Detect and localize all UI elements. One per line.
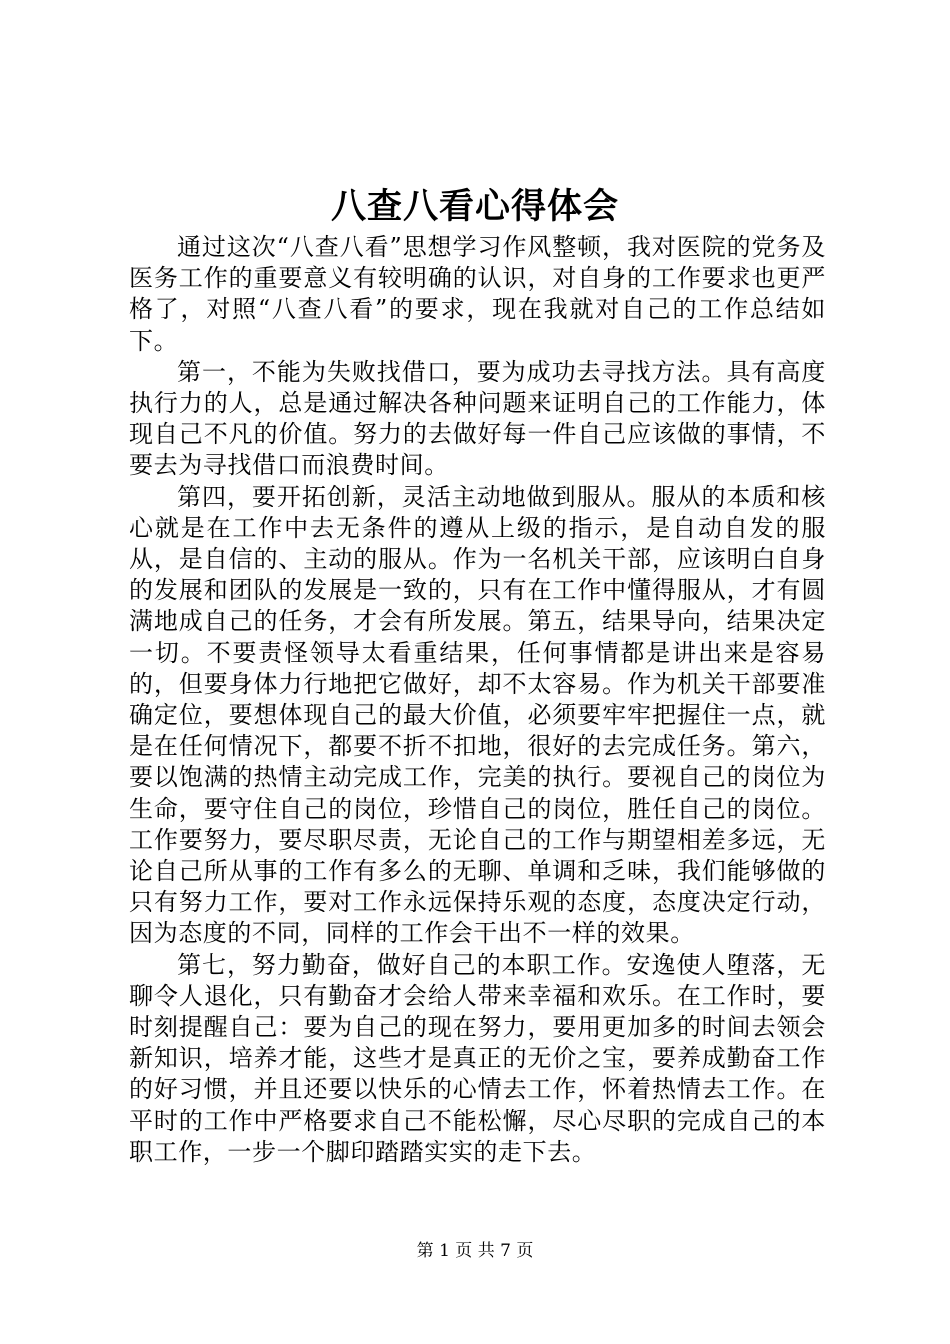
paragraph-intro: 通过这次“八查八看”思想学习作风整顿，我对医院的党务及医务工作的重要意义有较明确的认识，对自身的工作要求也更严格了，对照“八查八看”的要求，现在我就对自己的工作总结如下。: [129, 233, 826, 355]
document-title: 八查八看心得体会: [330, 186, 619, 227]
page-number-footer: 第 1 页 共 7 页: [416, 1241, 534, 1261]
paragraph-point-one: 第一，不能为失败找借口，要为成功去寻找方法。具有高度执行力的人，总是通过解决各种问题来证明自己的工作能力，体现自己不凡的价值。努力的去做好每一件自己应该做的事情，不要去为寻找借口而浪费时间。: [129, 357, 826, 480]
document-body: [129, 232, 826, 1168]
paragraph-point-seven: 第七，努力勤奋，做好自己的本职工作。安逸使人堕落，无聊令人退化，只有勤奋才会给人带来幸福和欢乐。在工作时，要时刻提醒自己：要为自己的现在努力，要用更加多的时间去领会新知识，培养才能，这些才是真正的无价之宝，要养成勤奋工作的好习惯，并且还要以快乐的心情去工作，怀着热情去工作。在平时的工作中严格要求自己不能松懈，尽心尽职的完成自己的本职工作，一步一个脚印踏踏实实的走下去。: [129, 950, 826, 1166]
paragraph-points-four-to-six: 第四，要开拓创新，灵活主动地做到服从。服从的本质和核心就是在工作中去无条件的遵从上级的指示，是自动自发的服从，是自信的、主动的服从。作为一名机关干部，应该明白自身的发展和团队的发展是一致的，只有在工作中懂得服从，才有圆满地成自己的任务，才会有所发展。第五，结果导向，结果决定一切。不要责怪领导太看重结果，任何事情都是讲出来是容易的，但要身体力行地把它做好，却不太容易。作为机关干部要准确定位，要想体现自己的最大价值，必须要牢牢把握住一点，就是在任何情况下，都要不折不扣地，很好的去完成任务。第六，要以饱满的热情主动完成工作，完美的执行。要视自己的岗位为生命，要守住自己的岗位，珍惜自己的岗位，胜任自己的岗位。工作要努力，要尽职尽责，无论自己的工作与期望相差多远，无论自己所从事的工作有多么的无聊、单调和乏味，我们能够做的只有努力工作，要对工作永远保持乐观的态度，态度决定行动，因为态度的不同，同样的工作会干出不一样的效果。: [129, 482, 826, 948]
